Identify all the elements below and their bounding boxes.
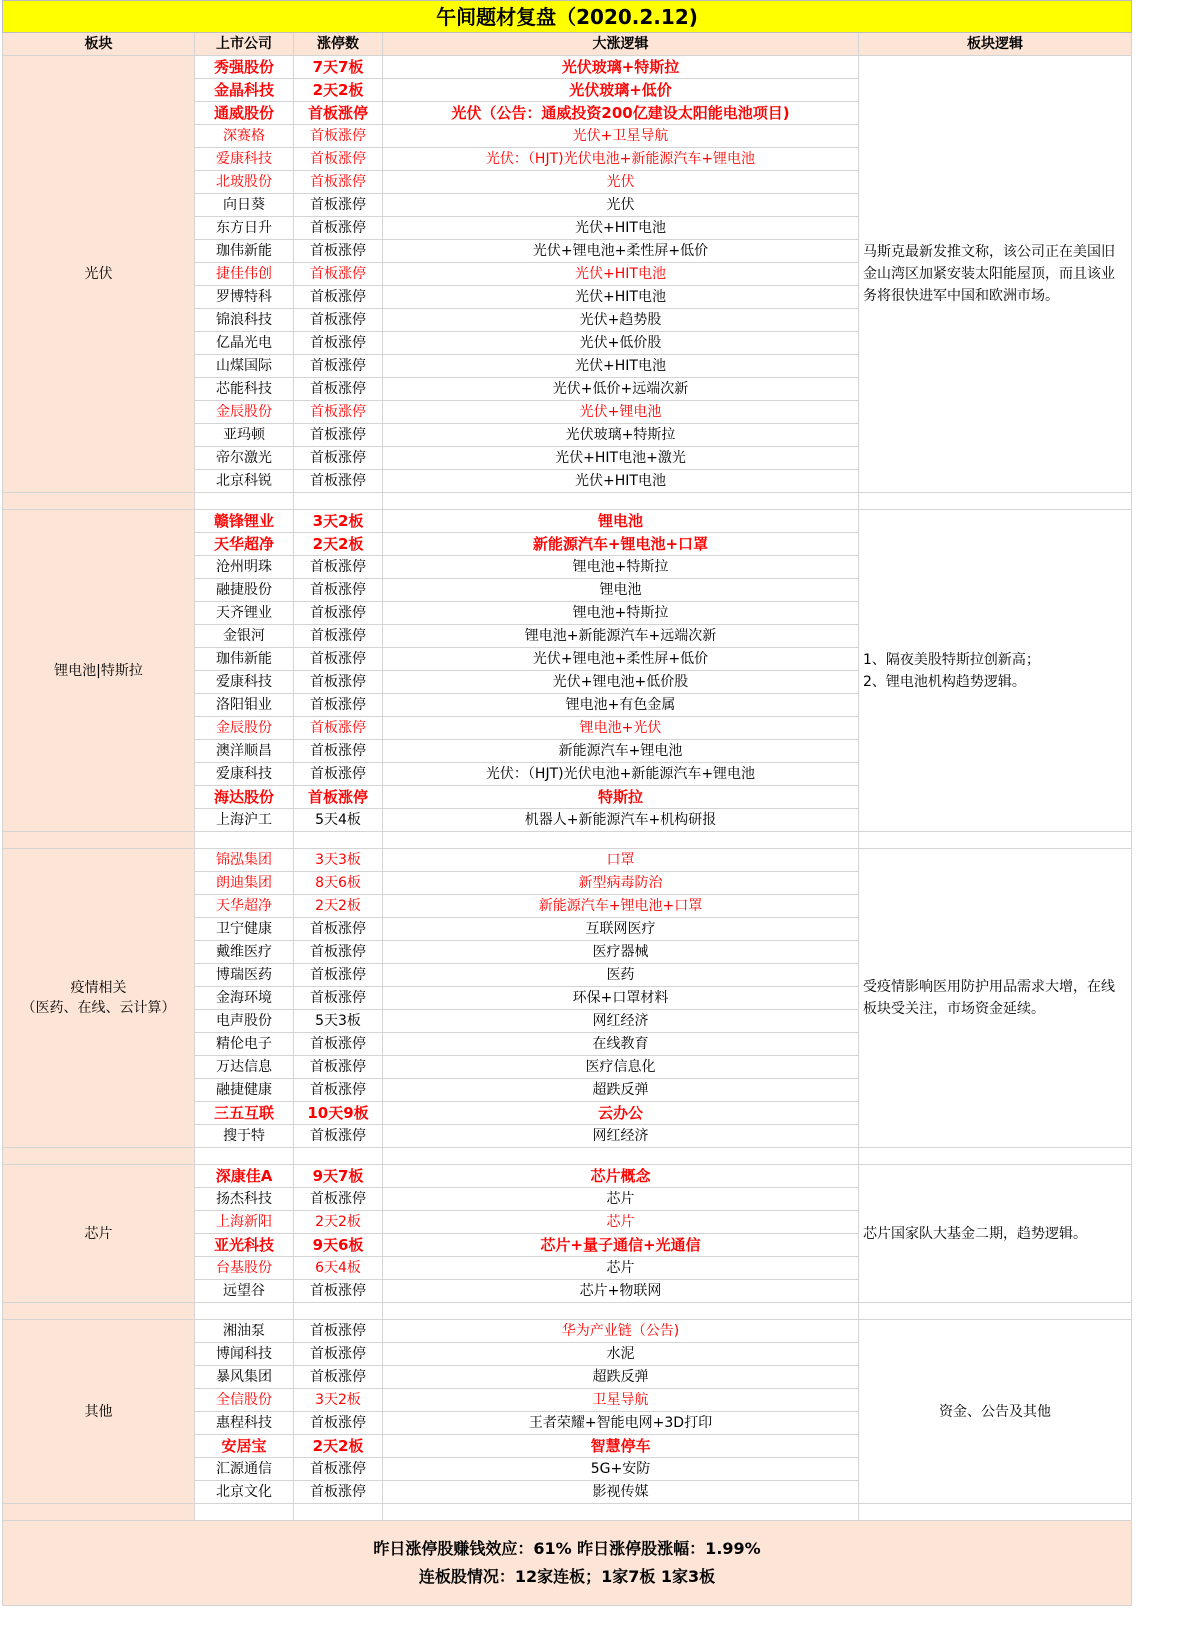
spacer-cell [859,1148,1132,1165]
company-name: 深赛格 [195,125,294,148]
company-name: 洛阳钼业 [195,694,294,717]
company-name: 天齐锂业 [195,602,294,625]
sector-logic: 芯片国家队大基金二期，趋势逻辑。 [859,1165,1132,1303]
company-name: 天华超净 [195,895,294,918]
company-name: 金晶科技 [195,79,294,102]
limit-count: 9天7板 [294,1165,383,1188]
limit-count: 2天2板 [294,1211,383,1234]
sheet-title: 午间题材复盘（2020.2.12) [3,1,1132,33]
company-name: 戴维医疗 [195,941,294,964]
rally-reason: 5G+安防 [383,1458,859,1481]
footer-line-2: 连板股情况：12家连板；1家7板 1家3板 [418,1567,716,1586]
company-name: 亚光科技 [195,1234,294,1257]
company-name: 天华超净 [195,533,294,556]
company-name: 捷佳伟创 [195,263,294,286]
company-name: 沧州明珠 [195,556,294,579]
rally-reason: 环保+口罩材料 [383,987,859,1010]
company-name: 搜于特 [195,1125,294,1148]
spacer-cell [3,493,195,510]
spacer-cell [195,1148,294,1165]
rally-reason: 光伏+低价+远端次新 [383,378,859,401]
limit-count: 首板涨停 [294,447,383,470]
recap-table [2,0,1132,1606]
company-name: 通威股份 [195,102,294,125]
footer-line-1: 昨日涨停股赚钱效应：61% 昨日涨停股涨幅：1.99% [373,1539,761,1558]
sector-name: 疫情相关 （医药、在线、云计算） [3,849,195,1148]
company-name: 暴风集团 [195,1366,294,1389]
company-name: 融捷健康 [195,1079,294,1102]
header-sector-logic: 板块逻辑 [859,33,1132,56]
company-name: 爱康科技 [195,671,294,694]
company-name: 亿晶光电 [195,332,294,355]
limit-count: 首板涨停 [294,1280,383,1303]
company-name: 湘油泵 [195,1320,294,1343]
limit-count: 首板涨停 [294,1412,383,1435]
sector-name: 光伏 [3,56,195,493]
company-name: 珈伟新能 [195,648,294,671]
spacer-cell [3,1148,195,1165]
spacer-cell [195,1504,294,1521]
spacer-cell [383,1504,859,1521]
spacer-cell [195,493,294,510]
company-name: 北京科锐 [195,470,294,493]
limit-count: 3天2板 [294,1389,383,1412]
rally-reason: 光伏+锂电池+柔性屏+低价 [383,240,859,263]
company-name: 金辰股份 [195,401,294,424]
rally-reason: 网红经济 [383,1125,859,1148]
rally-reason: 光伏+锂电池 [383,401,859,424]
header-sector: 板块 [3,33,195,56]
rally-reason: 新能源汽车+锂电池+口罩 [383,895,859,918]
limit-count: 首板涨停 [294,1188,383,1211]
rally-reason: 光伏+卫星导航 [383,125,859,148]
rally-reason: 新能源汽车+锂电池 [383,740,859,763]
company-name: 汇源通信 [195,1458,294,1481]
company-name: 澳洋顺昌 [195,740,294,763]
company-name: 东方日升 [195,217,294,240]
sector-logic: 马斯克最新发推文称，该公司正在美国旧金山湾区加紧安装太阳能屋顶，而且该业务将很快进军中国和欧洲市场。 [859,56,1132,493]
table-row [3,849,1132,872]
company-name: 海达股份 [195,786,294,809]
limit-count: 首板涨停 [294,579,383,602]
limit-count: 首板涨停 [294,671,383,694]
rally-reason: 光伏：（HJT)光伏电池+新能源汽车+锂电池 [383,763,859,786]
rally-reason: 光伏+HIT电池 [383,263,859,286]
limit-count: 首板涨停 [294,1320,383,1343]
rally-reason: 光伏：（HJT)光伏电池+新能源汽车+锂电池 [383,148,859,171]
limit-count: 首板涨停 [294,1343,383,1366]
rally-reason: 光伏玻璃+特斯拉 [383,424,859,447]
limit-count: 2天2板 [294,1435,383,1458]
limit-count: 10天9板 [294,1102,383,1125]
rally-reason: 云办公 [383,1102,859,1125]
company-name: 罗博特科 [195,286,294,309]
company-name: 锦浪科技 [195,309,294,332]
rally-reason: 水泥 [383,1343,859,1366]
limit-count: 首板涨停 [294,556,383,579]
spacer-cell [294,1303,383,1320]
rally-reason: 芯片 [383,1211,859,1234]
limit-count: 首板涨停 [294,918,383,941]
limit-count: 首板涨停 [294,1458,383,1481]
spacer-row [3,1504,1132,1521]
rally-reason: 光伏+锂电池+柔性屏+低价 [383,648,859,671]
company-name: 爱康科技 [195,763,294,786]
limit-count: 首板涨停 [294,694,383,717]
header-reason: 大涨逻辑 [383,33,859,56]
company-name: 深康佳A [195,1165,294,1188]
limit-count: 首板涨停 [294,378,383,401]
rally-reason: 华为产业链（公告) [383,1320,859,1343]
spacer-cell [294,493,383,510]
limit-count: 首板涨停 [294,964,383,987]
limit-count: 3天3板 [294,849,383,872]
spacer-cell [3,832,195,849]
rally-reason: 光伏玻璃+低价 [383,79,859,102]
limit-count: 首板涨停 [294,263,383,286]
limit-count: 首板涨停 [294,786,383,809]
company-name: 北京文化 [195,1481,294,1504]
spacer-cell [3,1504,195,1521]
rally-reason: 新型病毒防治 [383,872,859,895]
rally-reason: 卫星导航 [383,1389,859,1412]
table-row [3,510,1132,533]
spacer-cell [859,493,1132,510]
limit-count: 首板涨停 [294,355,383,378]
limit-count: 首板涨停 [294,171,383,194]
company-name: 朗迪集团 [195,872,294,895]
company-name: 赣锋锂业 [195,510,294,533]
rally-reason: 医疗信息化 [383,1056,859,1079]
rally-reason: 特斯拉 [383,786,859,809]
rally-reason: 光伏+HIT电池 [383,355,859,378]
title-row [3,1,1132,33]
company-name: 帝尔激光 [195,447,294,470]
rally-reason: 光伏 [383,194,859,217]
rally-reason: 芯片概念 [383,1165,859,1188]
company-name: 向日葵 [195,194,294,217]
limit-count: 首板涨停 [294,987,383,1010]
limit-count: 首板涨停 [294,1033,383,1056]
limit-count: 首板涨停 [294,125,383,148]
limit-count: 8天6板 [294,872,383,895]
rally-reason: 在线教育 [383,1033,859,1056]
company-name: 电声股份 [195,1010,294,1033]
rally-reason: 王者荣耀+智能电网+3D打印 [383,1412,859,1435]
rally-reason: 光伏（公告：通威投资200亿建设太阳能电池项目) [383,102,859,125]
limit-count: 5天4板 [294,809,383,832]
spacer-cell [3,1303,195,1320]
limit-count: 首板涨停 [294,332,383,355]
sector-name: 锂电池|特斯拉 [3,510,195,832]
rally-reason: 医疗器械 [383,941,859,964]
limit-count: 首板涨停 [294,717,383,740]
rally-reason: 新能源汽车+锂电池+口罩 [383,533,859,556]
rally-reason: 医药 [383,964,859,987]
limit-count: 首板涨停 [294,602,383,625]
spacer-row [3,1303,1132,1320]
limit-count: 首板涨停 [294,240,383,263]
rally-reason: 网红经济 [383,1010,859,1033]
limit-count: 7天7板 [294,56,383,79]
rally-reason: 光伏+HIT电池+激光 [383,447,859,470]
limit-count: 首板涨停 [294,286,383,309]
company-name: 万达信息 [195,1056,294,1079]
company-name: 卫宁健康 [195,918,294,941]
rally-reason: 光伏+HIT电池 [383,217,859,240]
company-name: 博瑞医药 [195,964,294,987]
spacer-cell [383,493,859,510]
limit-count: 首板涨停 [294,1481,383,1504]
spacer-cell [195,832,294,849]
limit-count: 首板涨停 [294,740,383,763]
recap-sheet [2,0,1131,1606]
limit-count: 首板涨停 [294,941,383,964]
rally-reason: 芯片+量子通信+光通信 [383,1234,859,1257]
sector-name: 其他 [3,1320,195,1504]
limit-count: 首板涨停 [294,1056,383,1079]
limit-count: 6天4板 [294,1257,383,1280]
spacer-cell [195,1303,294,1320]
rally-reason: 光伏+低价股 [383,332,859,355]
company-name: 上海沪工 [195,809,294,832]
rally-reason: 光伏玻璃+特斯拉 [383,56,859,79]
spacer-row [3,832,1132,849]
company-name: 上海新阳 [195,1211,294,1234]
rally-reason: 锂电池 [383,510,859,533]
sector-logic: 1、隔夜美股特斯拉创新高； 2、锂电池机构趋势逻辑。 [859,510,1132,832]
rally-reason: 锂电池+有色金属 [383,694,859,717]
spacer-cell [859,832,1132,849]
limit-count: 2天2板 [294,533,383,556]
limit-count: 首板涨停 [294,194,383,217]
rally-reason: 光伏 [383,171,859,194]
sector-logic: 受疫情影响医用防护用品需求大增，在线板块受关注，市场资金延续。 [859,849,1132,1148]
rally-reason: 互联网医疗 [383,918,859,941]
spacer-cell [383,1303,859,1320]
limit-count: 3天2板 [294,510,383,533]
rally-reason: 超跌反弹 [383,1079,859,1102]
limit-count: 首板涨停 [294,424,383,447]
company-name: 山煤国际 [195,355,294,378]
limit-count: 首板涨停 [294,148,383,171]
company-name: 扬杰科技 [195,1188,294,1211]
company-name: 精伦电子 [195,1033,294,1056]
company-name: 三五互联 [195,1102,294,1125]
rally-reason: 影视传媒 [383,1481,859,1504]
footer-row [3,1521,1132,1606]
limit-count: 2天2板 [294,79,383,102]
footer-summary [3,1521,1132,1606]
limit-count: 首板涨停 [294,217,383,240]
rally-reason: 锂电池+光伏 [383,717,859,740]
rally-reason: 芯片 [383,1257,859,1280]
spacer-cell [859,1303,1132,1320]
rally-reason: 光伏+趋势股 [383,309,859,332]
rally-reason: 芯片 [383,1188,859,1211]
header-company: 上市公司 [195,33,294,56]
company-name: 北玻股份 [195,171,294,194]
company-name: 金银河 [195,625,294,648]
company-name: 珈伟新能 [195,240,294,263]
table-row [3,1320,1132,1343]
limit-count: 首板涨停 [294,102,383,125]
sector-logic: 资金、公告及其他 [859,1320,1132,1504]
rally-reason: 机器人+新能源汽车+机构研报 [383,809,859,832]
limit-count: 首板涨停 [294,763,383,786]
limit-count: 首板涨停 [294,1079,383,1102]
rally-reason: 光伏+HIT电池 [383,470,859,493]
spacer-row [3,493,1132,510]
rally-reason: 智慧停车 [383,1435,859,1458]
limit-count: 首板涨停 [294,1125,383,1148]
company-name: 亚玛顿 [195,424,294,447]
limit-count: 首板涨停 [294,648,383,671]
rally-reason: 芯片+物联网 [383,1280,859,1303]
company-name: 安居宝 [195,1435,294,1458]
company-name: 融捷股份 [195,579,294,602]
limit-count: 2天2板 [294,895,383,918]
rally-reason: 锂电池 [383,579,859,602]
company-name: 秀强股份 [195,56,294,79]
table-row [3,56,1132,79]
rally-reason: 锂电池+特斯拉 [383,602,859,625]
limit-count: 9天6板 [294,1234,383,1257]
rally-reason: 锂电池+新能源汽车+远端次新 [383,625,859,648]
company-name: 爱康科技 [195,148,294,171]
spacer-cell [859,1504,1132,1521]
limit-count: 首板涨停 [294,401,383,424]
limit-count: 首板涨停 [294,1366,383,1389]
spacer-cell [383,832,859,849]
spacer-cell [294,1148,383,1165]
spacer-cell [294,832,383,849]
company-name: 远望谷 [195,1280,294,1303]
rally-reason: 光伏+锂电池+低价股 [383,671,859,694]
limit-count: 首板涨停 [294,625,383,648]
limit-count: 首板涨停 [294,309,383,332]
spacer-row [3,1148,1132,1165]
rally-reason: 超跌反弹 [383,1366,859,1389]
sector-name: 芯片 [3,1165,195,1303]
header-limit-count: 涨停数 [294,33,383,56]
limit-count: 5天3板 [294,1010,383,1033]
company-name: 金辰股份 [195,717,294,740]
spacer-cell [294,1504,383,1521]
rally-reason: 光伏+HIT电池 [383,286,859,309]
rally-reason: 口罩 [383,849,859,872]
company-name: 金海环境 [195,987,294,1010]
company-name: 惠程科技 [195,1412,294,1435]
header-row [3,33,1132,56]
company-name: 芯能科技 [195,378,294,401]
spacer-cell [383,1148,859,1165]
company-name: 台基股份 [195,1257,294,1280]
company-name: 锦泓集团 [195,849,294,872]
company-name: 全信股份 [195,1389,294,1412]
company-name: 博闻科技 [195,1343,294,1366]
rally-reason: 锂电池+特斯拉 [383,556,859,579]
limit-count: 首板涨停 [294,470,383,493]
table-row [3,1165,1132,1188]
